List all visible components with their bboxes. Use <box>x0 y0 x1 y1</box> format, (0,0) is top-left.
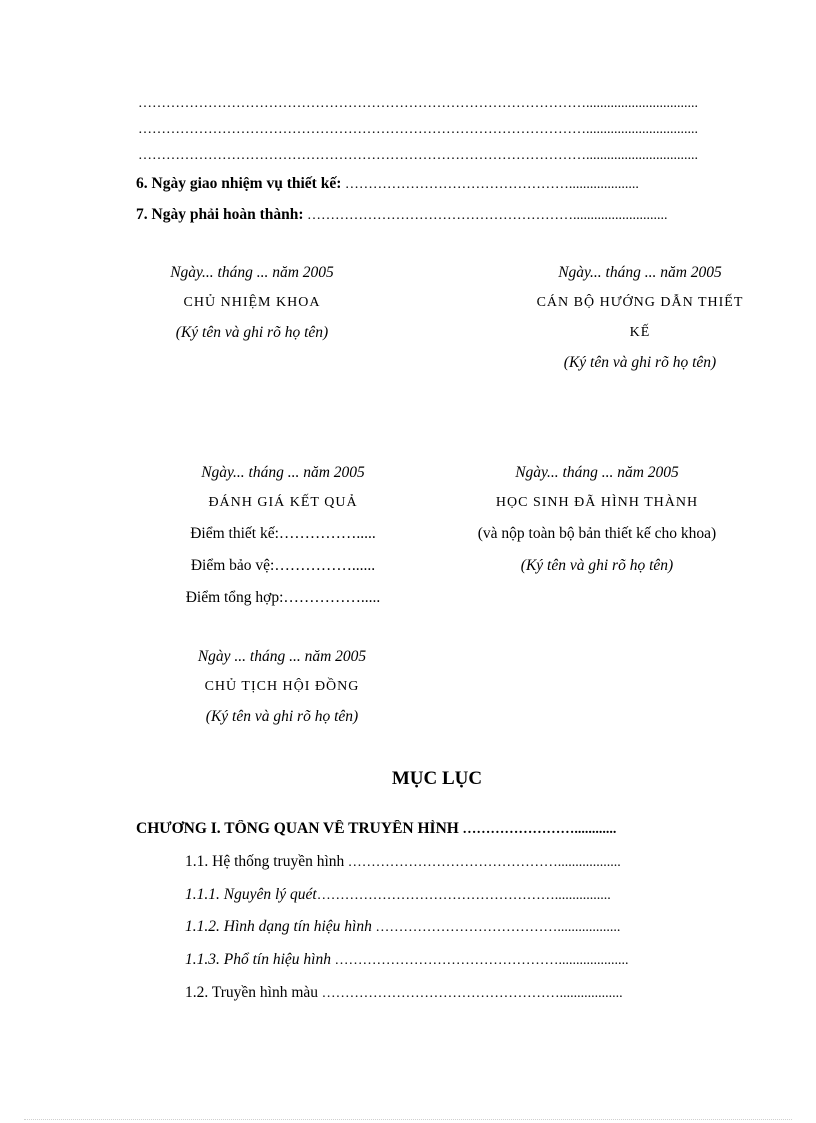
toc-entry-1-1-3[interactable] <box>185 951 739 969</box>
toc-entry-chapter-1[interactable] <box>136 820 739 838</box>
council-date: Ngày ... tháng ... năm 2005 <box>197 648 367 665</box>
advisor-title-line1: CÁN BỘ HƯỚNG DẪN THIẾT <box>536 295 744 310</box>
toc-entry-dots: ……………………............ <box>458 822 617 837</box>
student-block <box>437 463 757 576</box>
item-6-label: 6. Ngày giao nhiệm vụ thiết kế: <box>136 175 342 192</box>
toc-entry-text: 1.1.3. Phổ tín hiệu hình <box>185 951 331 968</box>
student-line2: (và nộp toàn bộ bản thiết kế cho khoa) <box>477 525 717 542</box>
page-bottom-divider <box>24 1119 792 1120</box>
toc-entry-1-1-1[interactable] <box>185 886 739 904</box>
advisor-date: Ngày... tháng ... năm 2005 <box>558 264 722 281</box>
dean-signature-block <box>132 263 372 343</box>
advisor-signature-block <box>510 263 770 373</box>
item-7-row <box>136 206 739 224</box>
council-block <box>162 647 402 727</box>
toc-entry-text: 1.1.1. Nguyên lý quét <box>185 886 317 903</box>
item-7-label: 7. Ngày phải hoàn thành: <box>136 206 304 223</box>
toc-entry-dots: ………………………………….................. <box>371 920 621 935</box>
blank-line-2: ……………………………………………………………………………………................................ <box>138 122 698 137</box>
toc-entry-dots: ……………………………………….................. <box>344 855 621 870</box>
toc-entry-1-2[interactable] <box>185 984 739 1002</box>
toc-heading: MỤC LỤC <box>391 768 483 789</box>
design-score: Điểm thiết kế:……………..... <box>190 525 376 542</box>
total-score: Điểm tổng hợp:……………..... <box>185 589 381 606</box>
toc-entry-text: 1.1.2. Hình dạng tín hiệu hình <box>185 918 372 935</box>
toc-entry-1-1-2[interactable] <box>185 918 739 936</box>
toc-entry-text: CHƯƠNG I. TỔNG QUAN VỀ TRUYỀN HÌNH <box>136 820 459 837</box>
item-6-row <box>136 175 739 193</box>
council-note: (Ký tên và ghi rõ họ tên) <box>205 708 359 725</box>
defense-score: Điểm bảo vệ:……………...... <box>190 557 376 574</box>
toc-entry-text: 1.1. Hệ thống truyền hình <box>185 853 345 870</box>
toc-entry-dots: ……………………………………………................ <box>316 888 611 903</box>
evaluation-title: ĐÁNH GIÁ KẾT QUẢ <box>208 495 358 510</box>
student-title: HỌC SINH ĐÃ HÌNH THÀNH <box>495 495 699 510</box>
toc-entry-1-1[interactable] <box>185 853 739 871</box>
toc-entry-text: 1.2. Truyền hình màu <box>185 984 319 1001</box>
dean-date: Ngày... tháng ... năm 2005 <box>170 264 334 281</box>
toc-entry-dots: …………………………………………….................. <box>318 986 623 1001</box>
item-6-dots: ………………………………………….................... <box>341 177 639 192</box>
item-7-dots: …………………………………………………........................... <box>303 208 668 223</box>
student-date: Ngày... tháng ... năm 2005 <box>515 464 679 481</box>
dean-title: CHỦ NHIỆM KHOA <box>183 295 321 310</box>
blank-line-1: ……………………………………………………………………………………................................ <box>138 96 698 111</box>
dean-note: (Ký tên và ghi rõ họ tên) <box>175 324 329 341</box>
evaluation-date: Ngày... tháng ... năm 2005 <box>201 464 365 481</box>
student-note: (Ký tên và ghi rõ họ tên) <box>520 557 674 574</box>
toc-entry-dots: ………………………………………….................... <box>330 953 629 968</box>
advisor-title-line2: KẾ <box>629 325 651 340</box>
advisor-note: (Ký tên và ghi rõ họ tên) <box>563 354 717 371</box>
blank-line-3: ……………………………………………………………………………………................................ <box>138 148 698 163</box>
council-title: CHỦ TỊCH HỘI ĐỒNG <box>204 679 360 694</box>
evaluation-block <box>163 463 403 608</box>
